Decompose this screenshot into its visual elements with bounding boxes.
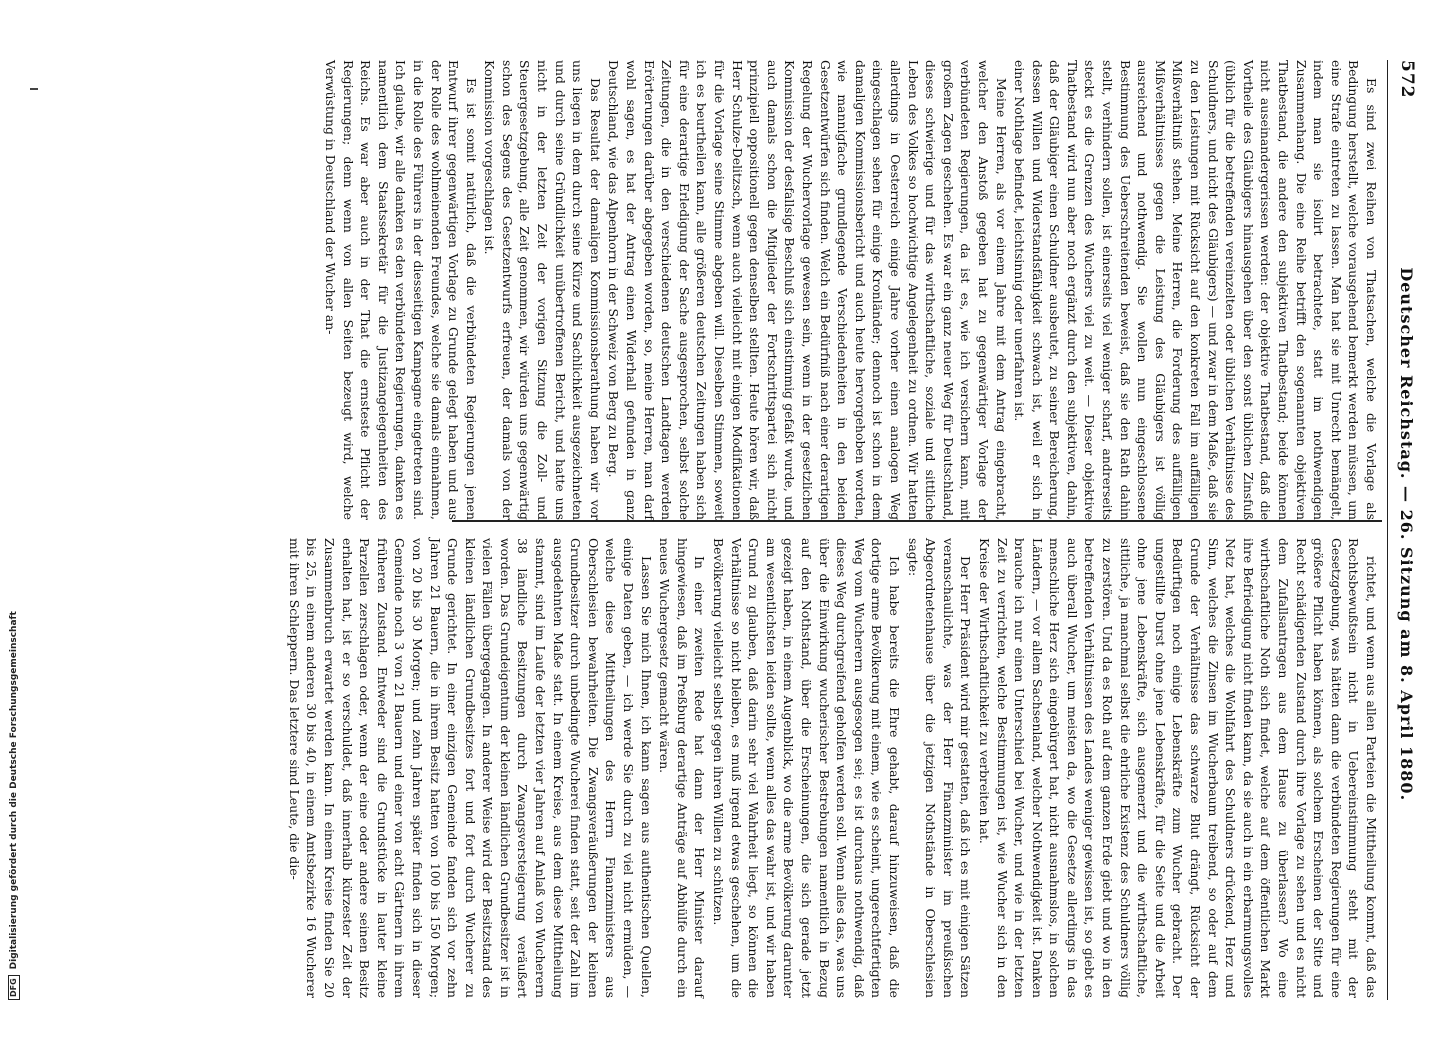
newspaper-page <box>102 0 1432 1000</box>
paragraph: Meine Herren, als vor einem Jahre mit dem Antrag eingebracht, welcher den Anstoß gegeben hat zu gegenwärtiger Vorlage der verbündeten Regierungen, da ist es, wie ich versichern kann, mit großem Zagen geschehen. Es war ein ganz neuer Weg für Deutschland, dieses schwierige und für das wirthschaftliche, soziale und sittliche Leben des Volkes so hochwichtige Angelegenheit zu ordnen. Wir hatten allerdings in Oesterreich einige Jahre vorher einen analogen Weg eingeschlagen sehen für einige Kronländer; dennoch ist schon in dem damaligen Kommissionsbericht und auch heute hervorgehoben worden, wie mannigfache grundlegende Verschiedenheiten in den beiden Gesetzentwürfen sich finden. Welch ein Bedürfniß nach einer derartigen Regelung der Wuchervorlage gewesen sein, wenn in der gesetzlichen Kommission der desfallsige Beschluß sich einstimmig gefaßt wurde, und auch damals schon die Mitglieder der Fortschrittspartei sich nicht prinzipiell oppositionell gegen denselben stellten. Heute hören wir, daß Herr Schulze-Delitzsch, wenn auch vielleicht mit einigen Modifikationen für die Vorlage seine Stimme abgeben will. Dieselben Stimmen, soweit ich es beurtheilen kann, alle größeren deutschen Zeitungen haben sich für eine derartige Erledigung der Sache ausgesprochen, selbst solche Zeitungen, die in den verschiedenen deutschen Landtagen werden Erörterungen darüber abgegeben worden, so, meine Herren, man darf wohl sagen, es hat der Antrag einen Widerhall gefunden in ganz Deutschland, wie das Alpenhorn in der Schweiz von Berg zu Berg. <box>606 60 1009 520</box>
paragraph: Es sind zwei Reihen von Thatsachen, welche die Vorlage als Bedingung herstellt, welche vorausgehend bemerkt werden müssen, um eine Strafe eintreten zu lassen. Man hat sie mit Unrecht bemängelt, indem man sie isolirt betrachtete, statt im nothwendigen Zusammenhang. Die eine Reihe betrifft den sogenannten objektiven Thatbestand, die andere den subjektiven Thatbestand; beide können nicht auseinandergerissen werden: der objektive Thatbestand, daß die Vortheile des Gläubigers hinausgehen über den sonst üblichen Zinsfuß (üblich für die betreffenden vereinzelten oder üblichen Verhältnisse des Schuldners, und nicht des Gläubigers) — und zwar in dem Maße, daß sie zu den Leistungen mit Rücksicht auf den konkreten Fall im auffälligen Mißverhältniß stehen. Meine Herren, die Forderung des auffälligen Mißverhältnisses gegen die Leistung des Gläubigers ist völlig ausreichend und nothwendig. Sie wollen nun eingeschlossene Bestimmung des Ueberschreitenden beweist, daß sie den Rath dahin stellt, verhindern sollen, ist einerseits viel weniger scharf, andrerseits steckt es die Grenzen des Wuchers viel zu weit. — Dieser objektive Thatbestand wird nun aber noch ergänzt durch den subjektiven, dahin, daß der Gläubiger einen Schuldner ausbeutet, zu seiner Bereicherung, dessen Willen und Widerstandsfähigkeit schwach ist, weil er sich in einer Nothlage befindet, leichtsinnig oder unerfahren ist. <box>1012 60 1379 520</box>
paragraph: richtet, und wenn aus allen Parteien die Mittheilung kommt, daß das Rechtsbewußtsein nicht in Uebereinstimmung steht mit der Gesetzgebung, was hätten dann die verbündeten Regierungen für eine größere Pflicht haben können, als solchem Erscheinen der Sitte und Recht schädigenden Zustand durch ihre Vorlage zu sehen und es nicht dem Zufallsantragen aus dem Hause zu überlassen? Wo eine wirthschaftliche Noth sich findet, welche auf dem öffentlichen Markt ihre Befriedigung nicht finden kann, da sie auch in ein erbarmungsvolles Netz hat, welches die Wohlfahrt des Schuldners drückend, Herz und Sinn, welches die Zinsen im Wucherbaum treibend, so oder auf dem Grunde der Verhältnisse das schwarze Blut drängt, Rücksicht der Bedürftigen noch einige Lebenskräfte zum Wucher gebracht. Der ungestillte Durst ohne jene Lebenskräfte, für die Seite und die Arbeit ohne jene Lebenskräfte, sich ausgemerzt und die wirthschaftliche, sittliche, ja manchmal selbst die ehrliche Existenz des Schuldners völlig zu zerstören. Und da es Roth auf dem ganzen Erde giebt und wo in den betreffenden Verhältnissen des Landes weniger gewissen ist, so giebt es auch überall Wucher, um meisten da, wo die Gesetze allerdings in das menschliche Herz sich eingebürgert hat, nicht ausnahmslos, in solchen Ländern, — vor allem Sachsenland, welcher Nothwendigkeit ist. Danken brauche ich nur einen Unterschied bei Wucher, und wie in der letzten Zeit zu verrichten, welche Bestimmungen ist, wie Wucher sich in den Kreise der Wirthschaftlichkeit zu verbreiten hat. <box>976 538 1379 998</box>
margin-mark <box>30 88 38 90</box>
paragraph: Der Herr Präsident wird mir gestatten, daß ich es mit einigen Sätzen veranschaulichte, was der Herr Finanzminister im preußischen Abgeordnetenhause über die jetzigen Nothstände in Oberschlesien sagte: <box>905 538 974 998</box>
paragraph: Es ist somit natürlich, daß die verbündeten Regierungen jenen Entwurf ihrer gegenwärtigen Vorlage zu Grunde gelegt haben und aus der Rolle des wohlmeinenden Freundes, welche sie damals einnahmen, in die Rolle des Führers in der diesseitigen Kampagne eingetreten sind. Ich glaube, wir alle danken es den verbündeten Regierungen, danken es namentlich dem Staatssekretär für die Justizangelegenheiten des Reichs. Es war aber auch in der That die ernsteste Pflicht der Regierungen; denn wenn von allen Seiten bezeugt wird, welche Verwüstung in Deutschland der Wucher an- <box>322 60 479 520</box>
paragraph: Das Resultat der damaligen Kommissionsberathung haben wir vor uns liegen in dem durch seine Kürze und Sachlichkeit ausgezeichneten und durch seine Gründlichkeit unübertroffenen Bericht, und hatte uns nicht in der letzten Zeit der vorigen Sitzung die Zoll- und Steuergesetzgebung, alle Zeit genommen, wir würden uns gegenwärtig schon des Segens des Gesetzentwurfs erfreuen, der damals von der Kommission vorgeschlagen ist. <box>482 60 603 520</box>
page-header <box>1387 60 1426 1000</box>
digitization-credit <box>6 480 22 1000</box>
digitization-credit-text: Digitalisierung gefördert durch die Deutsche Forschungsgemeinschaft <box>9 611 19 970</box>
paragraph: Lassen Sie mich Ihnen, ich kann sagen aus authentischen Quellen, einige Daten geben, — ich werde Sie durch zu viel nicht ermüden, — welche diese Mittheilungen des Herrn Finanzministers aus Oberschlesien bewahrheiten. Die Zwangsveräußerungen der kleinen Grundbesitzer durch unbedingte Wucherei finden statt, seit der Zahl im ausgedehnten Maße statt. In einem Kreise, aus dem diese Mittheilung stammt, sind im Laufe der letzten vier Jahren auf Anlaß von Wucherern 38 ländliche Besitzungen durch Zwangsversteigerung veräußert worden. Das Grundeigentum der kleinen ländlichen Grundbesitzer ist in vielen Fällen übergegangen. In anderer Weise wird der Besitzstand des kleinen ländlichen Grundbesitzes fort und fort durch Wucherer zu Grunde gerichtet. In einer einzigen Gemeinde fanden sich vor zehn Jahren 21 Bauern, die in ihrem Besitz hatten von 100 bis 150 Morgen; von 20 bis 30 Morgen; und zehn Jahren später finden sich in dieser Gemeinde noch 3 von 21 Bauern und einer von acht Gärtnern in ihrem früheren Zustand. Entweder sind die Grundstücke in lauter kleine Parzellen zerschlagen oder, wenn der eine oder andere seinen Besitz erhalten hat, ist er so verschuldet, daß innerhalb kürzester Zeit der Zusammenbruch erwartet werden kann. In einem Kreise finden Sie 20 bis 25, in einem anderen 30 bis 40, in einem Amtsbezirke 16 Wucherer mit ihren Schleppern. Das letztere sind Leute, die die- <box>286 538 654 998</box>
dfg-logo: DFG <box>8 975 20 1000</box>
paragraph: In einer zweiten Rede hat dann der Herr Minister darauf hingewiesen, daß im Preßburg derartige Anträge auf Abhülfe durch ein neues Wuchergesetz gemacht wären. <box>657 538 708 998</box>
right-text-column <box>286 538 1380 998</box>
header-title: Deutscher Reichstag. — 26. Sitzung am 8. April 1880. <box>1397 267 1417 802</box>
column-divider <box>452 520 1382 522</box>
page-number: 572 <box>1397 60 1417 99</box>
quote-paragraph: Ich habe bereits die Ehre gehabt, darauf hinzuweisen, daß die dortige arme Bevölkerung mit einem, wie es scheint, ungerechtfertigten Weg vom Wucherern ausgesogen sei; es ist durchaus nothwendig, daß dieses Weg durchgreifend geholfen werden soll. Wenn alles das, was uns über die Einwirkung wucherischer Bestrebungen namentlich in Bezug auf den Nothstand, über die Erscheinungen, die sich gerade jetzt gezeigt haben, in einem Augenblick, wo die arme Bevölkerung darunter am wesentlichsten leiden sollte, wenn alles das wahr ist, und wir haben Grund zu glauben, daß darin sehr viel Wahrheit liegt, so können die Verhältnisse so nicht bleiben, es muß irgend etwas geschehen, um die Bevölkerung vielleicht selbst gegen ihren Willen zu schützen. <box>711 538 902 998</box>
left-text-column <box>322 60 1380 520</box>
